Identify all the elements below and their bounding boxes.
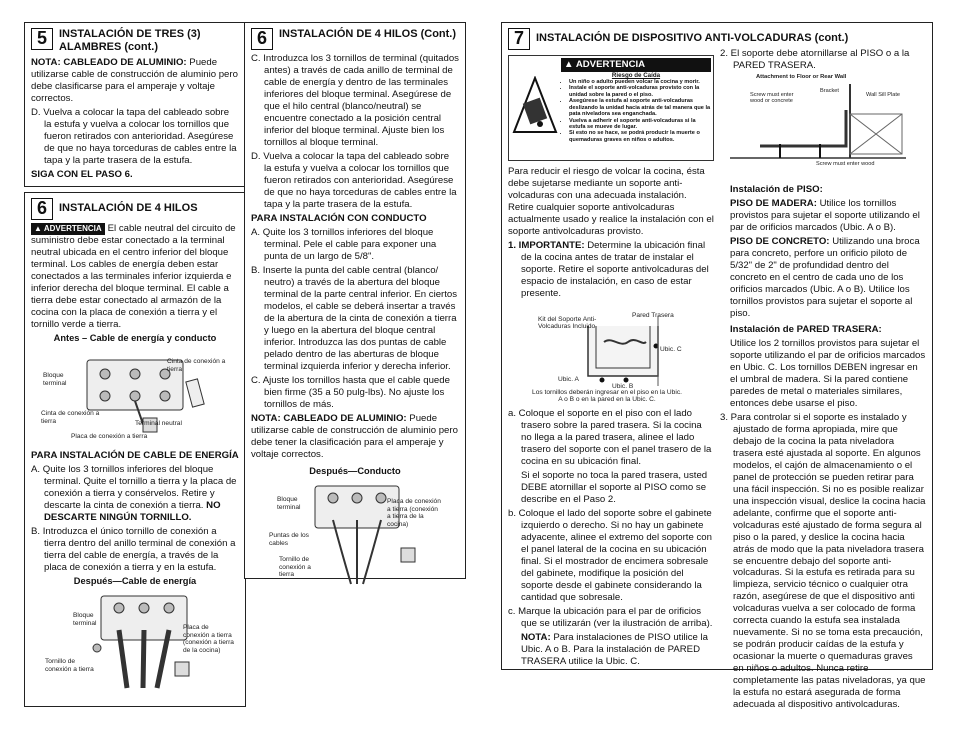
neutral-terminal-label: Terminal neutral (135, 420, 182, 428)
step6-continued-box (244, 22, 466, 579)
conduit-instruction-c: C. Ajuste los tornillos hasta que el cable quede bien firme (35 a 50 pulg-lbs). No ajuste los tornillos de más. (251, 374, 450, 410)
conduit-instruction-a: A. Quite los 3 tornillos inferiores del bloque terminal. Pele el cable para exponer una punta de un largo de 5/8". (251, 226, 437, 262)
wood-floor-paragraph: PISO DE MADERA: Utilice los tornillos provistos para sujetar el soporte utilizando el par de orificios marcados (Ubic. A o B). (730, 197, 920, 233)
warning-item: • Vuelva a adherir el soporte anti-volcaduras si la estufa se mueve de lugar. (569, 118, 711, 131)
step-title: INSTALACIÓN DE TRES (3) ALAMBRES (cont.) (59, 28, 201, 54)
step5-box (24, 22, 246, 187)
step-title: INSTALACIÓN DE 4 HILOS (Cont.) (279, 28, 457, 40)
bracket-label: Bracket (820, 87, 839, 94)
ground-plate-label: Placa de conexión a tierra (conexión a tierra de la cocina) (183, 623, 234, 654)
attachment-figure-title: Attachment to Floor or Rear Wall (756, 73, 847, 80)
terminal-block-before-figure (31, 346, 239, 444)
warning-list (561, 79, 711, 143)
terminal-block-after-cord-figure (31, 590, 239, 690)
step-number: 6 (251, 28, 273, 50)
screw-wood-label: Screw must enter wood (816, 160, 875, 167)
rear-wall-heading: Instalación de PARED TRASERA: (730, 323, 882, 335)
step-number: 7 (508, 28, 530, 50)
power-cord-heading: PARA INSTALACIÓN DE CABLE DE ENERGÍA (31, 450, 239, 462)
terminal-block-label: Bloque terminal (73, 611, 97, 627)
aluminum-note: NOTA: CABLEADO DE ALUMINIO: Puede utilizarse cable de construcción de aluminio pero debe tener la clasificación para el amperaje y voltaje correctos. (251, 412, 458, 460)
figure-caption: Antes – Cable de energía y conducto (53, 332, 217, 343)
screw-label: Screw must enter wood or concrete (750, 91, 794, 105)
step-a-note: Si el soporte no toca la pared trasera, usted DEBE atornillar el soporte al PISO como se describe en el Paso 2. (521, 469, 708, 505)
bracket-kit-label: Kit del Soporte Anti-Volcaduras Incluido (538, 315, 597, 331)
wire-tips-label: Puntas de los cables (269, 532, 309, 547)
conduit-heading: PARA INSTALACIÓN CON CONDUCTO (251, 212, 427, 224)
ground-plate-label: Placa de conexión a tierra (conexión a tierra de la cocina) (387, 498, 441, 528)
warning-subtitle: Riesgo de Caída (611, 72, 661, 79)
figure-caption: Después—Cable de energía (73, 576, 197, 587)
step-number: 5 (31, 28, 53, 50)
warning-item: • Instale el soporte anti-volcaduras provisto con la unidad sobre la pared o el piso. (569, 85, 711, 98)
aluminum-note: NOTA: CABLEADO DE ALUMINIO: Puede utilizarse cable de construcción de aluminio pero debe clasificarse para el amperaje y voltaje correctos. (31, 57, 238, 105)
ground-plate-label: Placa de conexión a tierra (71, 433, 148, 441)
warning-badge: ▲ ADVERTENCIA (31, 223, 105, 235)
important-step: 1. IMPORTANTE: Determine la ubicación final de la cocina antes de tratar de instalar el soporte. Retire el soporte antivolcaduras del espacio de instalación, en caso de estar presente. (508, 239, 709, 299)
terminal-block-label: Bloque terminal (43, 372, 67, 388)
ground-strap-label: Cinta de conexión a tierra (167, 358, 226, 374)
ground-screw-label: Tornillo de conexión a tierra (279, 556, 311, 579)
figure-caption: Después—Conducto (309, 466, 401, 477)
instruction-a: A. Quite los 3 tornillos inferiores del bloque terminal. Quite el tornillo a tierra y la placa de conexión a tierra y consérvelos. Retire y descarte la cinta de conexión a tierra. NO DESCARTE NINGÚN TORNILLO. (31, 464, 237, 524)
step-3: 3. Para controlar si el soporte es instalado y ajustado de forma apropiada, mire que debajo de la cocina la pata niveladora trasera esté ajustada al soporte. En algunos modelos, el cajón de almacenamiento o el panel de protección se pueden retirar para una fácil inspección. Si no es posible realizar una inspección visual, deslice la cocina hacia adelante, confirme que el soporte anti-volcaduras esté ajustado de forma segura al piso o la pared, y deslice la cocina hacia atrás de modo que la pata niveladora trasera se encuentre debajo del soporte anti-volcaduras. Si la estufa es retirada para su limpieza, servicio técnico o cualquier otra razón, asegúrese de que el dispositivo anti volcaduras vuelva a ser colocado de forma correcta cuando la estufa sea instalada nuevamente. Si no se toma esta precaución, se podrán producir caídas de la estufa y ocasionar la muerte o quemaduras graves en niños o adultos. Nunca retire completamente las patas niveladoras, ya que la estufa no estará asegurada de forma adecuada al dispositivo antivolcaduras. (720, 411, 926, 711)
step-c: c. Marque la ubicación para el par de orificios que se utilizarán (ver la ilustración de arriba). (508, 605, 713, 629)
warning-item: • Un niño o adulto pueden volcar la cocina y morir. (569, 79, 711, 85)
instruction-b: B. Introduzca el único tornillo de conexión a tierra dentro del anillo terminal de conexión a tierra del cable de energía, a través de la placa de conexión a tierra y en la estufa. (31, 526, 236, 574)
ground-screw-label: Tornillo de conexión a tierra (45, 657, 94, 673)
location-b-label: Ubic. B (612, 382, 634, 390)
warning-item: • Asegúrese la estufa al soporte anti-volcaduras deslizando la unidad hacia atrás de tal manera que la pata niveladora sea enganchada. (569, 98, 711, 117)
concrete-floor-paragraph: PISO DE CONCRETO: Utilizando una broca para concreto, perfore un orificio piloto de 5/32" de 2" de profundidad dentro del concreto en el centro de cada uno de los orificios marcados (Ubic. A o B). Utilice los tornillos provistos para sujetar el soporte al piso. (730, 235, 920, 319)
step7-box (501, 22, 933, 711)
step6-continued-header (251, 28, 459, 50)
step-2: 2. El soporte debe atornillarse al PISO o a la PARED TRASERA. (720, 48, 910, 71)
warning-item: • Si esto no se hace, se podrá producir la muerte o quemaduras graves en niños o adultos. (569, 130, 711, 143)
instruction-d: D. Vuelva a colocar la tapa del cableado sobre la estufa y vuelva a colocar los tornillos que fueron retirados con anterioridad. Asegúrese de que no haya torceduras de cables entre la tapa y la parte trasera de la estufa. (31, 107, 237, 167)
ground-strap-label-2: Cinta de conexión a tierra (41, 410, 100, 426)
step-title: INSTALACIÓN DE DISPOSITIVO ANTI-VOLCADURAS (cont.) (536, 32, 849, 44)
terminal-block-label: Bloque terminal (277, 496, 301, 511)
rear-wall-paragraph: Utilice los 2 tornillos provistos para sujetar el soporte utilizando el par de orificios marcados en Ubic. C. Los tornillos DEBEN ingresar en el umbral de madera. Si la pared contiene paredes de metal o materiales similares, entonces debe usarse el piso. (730, 337, 926, 409)
attachment-figure (720, 74, 926, 170)
continue-note: SIGA CON EL PASO 6. (31, 169, 133, 181)
step6-box (24, 192, 246, 707)
conduit-instruction-b: B. Inserte la punta del cable central (blanco/ neutro) a través de la abertura del bloque terminal de la parte central inferior. En ciertos modelos, el cable se deberá insertar a través de la abertura de la cinta de conexión a tierra y luego en la abertura del bloque central inferior. Introduzca las dos puntas de cable pelado dentro de las aberturas de bloque terminal izquierda inferior y derecha inferior. (251, 264, 458, 372)
bracket-location-figure (508, 306, 714, 404)
intro-paragraph: Para reducir el riesgo de volcar la cocina, ésta debe sujetarse mediante un soporte anti-volcaduras con una adecuada instalación. Retire cualquier soporte antivolcaduras actualmente usado y realice la instalación con el soporte antivolcaduras provisto. (508, 166, 714, 237)
step-number: 6 (31, 198, 53, 220)
step-title: INSTALACIÓN DE 4 HILOS (59, 202, 198, 214)
tip-over-warning-panel (508, 55, 714, 161)
step7-header (508, 28, 926, 50)
tip-over-warning-icon (512, 76, 558, 136)
terminal-block-conduit-figure (251, 480, 459, 586)
floor-install-heading: Instalación de PISO: (730, 183, 823, 195)
location-c-label: Ubic. C (660, 345, 682, 353)
warning-header: ▲ ADVERTENCIA (561, 58, 711, 72)
warning-paragraph: ▲ ADVERTENCIA El cable neutral del circuito de suministro debe estar conectado a la terminal neutral ubicada en el centro inferior del bloque terminal. Los cables de energía deben estar conectados a las terminales inferior izquierda e inferior derecha del bloque terminal. El cable a tierra debe estar conectado al armazón de la cocina con la placa de conexión a tierra y el tornillo verde a tierra. (31, 223, 236, 330)
step-b: b. Coloque el lado del soporte sobre el gabinete izquierdo o derecho. Si no hay un gabinete adyacente, alinee el extremo del soporte con el panel lateral de la cocina en su ubicación final. Si el mostrador de encimera sobresale del gabinete, modifique la posición del soporte desde el gabinete considerando la cantidad que sobresale. (508, 507, 712, 603)
step-a: a. Coloque el soporte en el piso con el lado trasero sobre la pared trasera. Si la cocina no llega a la pared trasera, alinee el lado trasero del soporte con el panel trasero de la cocina en su ubicación final. (508, 407, 712, 467)
instruction-d: D. Vuelva a colocar la tapa del cableado sobre la estufa y vuelva a colocar los tornillos que fueron retirados con anterioridad. Asegúrese de que no haya torceduras de cables entre la tapa y la parte trasera de la estufa. (251, 150, 457, 210)
location-a-label: Ubic. A (558, 375, 579, 383)
step6-header (31, 198, 239, 220)
placement-note: NOTA: Para instalaciones de PISO utilice la Ubic. A o B. Para la instalación de PARED TRASERA utilice la Ubic. C. (521, 631, 708, 667)
step5-header (31, 28, 239, 54)
step7-left-column (508, 55, 714, 670)
wall-sill-label: Wall Sill Plate (866, 91, 900, 98)
rear-wall-label: Pared Trasera (632, 311, 674, 319)
step7-right-column (720, 48, 926, 713)
instruction-c: C. Introduzca los 3 tornillos de terminal (quitados antes) a través de cada anillo de terminal de cable de energía y dentro de las terminales inferiores del bloque terminal. Asegúrese de que el hilo central (blanco/neutral) se encuentre conectado a la posición central inferior del bloque terminal. Ajuste bien los tornillos al bloque terminal. (251, 53, 459, 148)
screws-note: Los tornillos deberán ingresar en el piso en la Ubic. A o B o en la pared en la Ubic. C. (532, 388, 682, 404)
